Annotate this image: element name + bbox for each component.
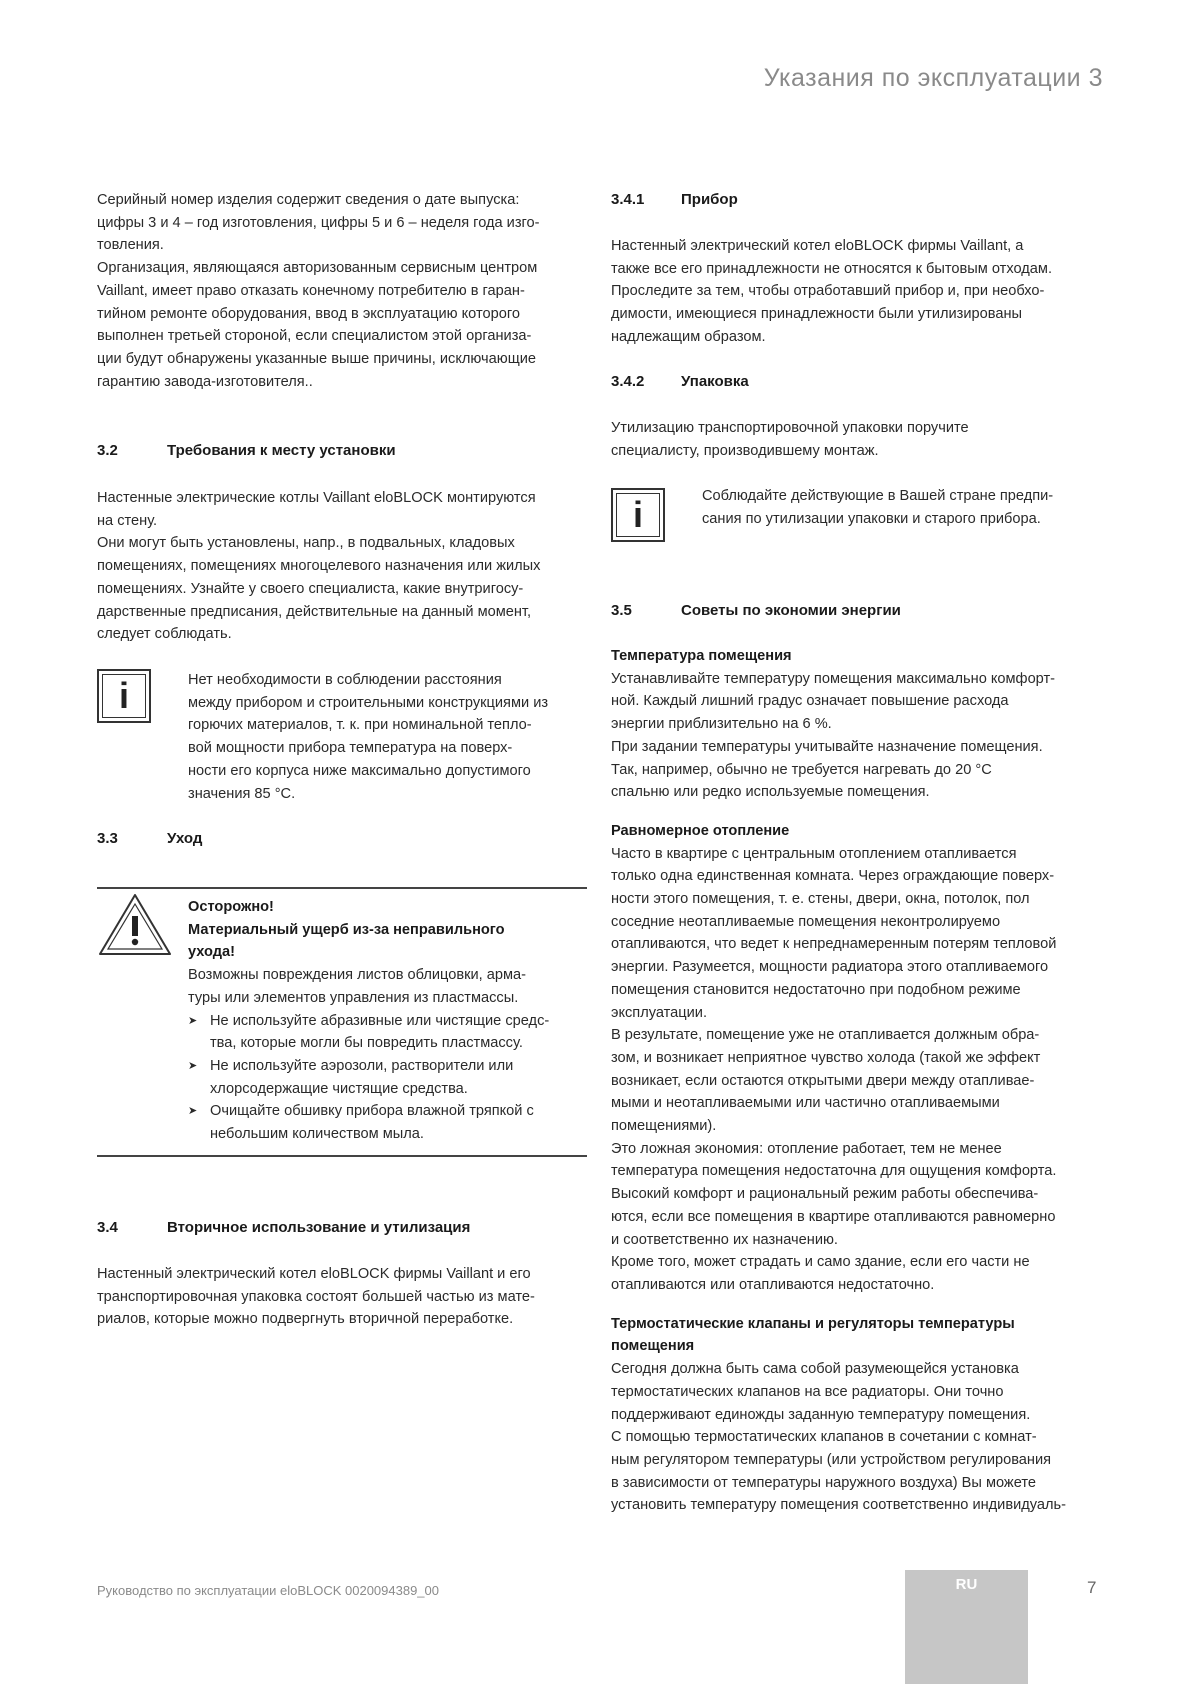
text-line: Нет необходимости в соблюдении расстояния	[188, 672, 502, 688]
section-title: Прибор	[681, 191, 738, 208]
text-line: Часто в квартире с центральным отоплением отапливается	[611, 845, 1017, 862]
text-line: только одна единственная комната. Через ограждающие поверх-	[611, 868, 1055, 885]
text-line: Кроме того, может страдать и само здание, если его части не	[611, 1254, 1030, 1271]
text-line: соседние неотапливаемые помещения неконтролируемо	[611, 913, 1001, 930]
section-3-2-heading	[97, 440, 587, 462]
text-line: С помощью термостатических клапанов в сочетании с комнат-	[611, 1429, 1037, 1446]
text-line: также все его принадлежности не относятся к бытовым отходам.	[611, 260, 1052, 277]
section-3-5-body	[611, 645, 1101, 1517]
text-line: Материальный ущерб из-за неправильного	[188, 921, 505, 938]
section-title: Советы по экономии энергии	[681, 602, 901, 619]
text-line: в зависимости от температуры наружного воздуха) Вы можете	[611, 1474, 1036, 1491]
text-line: эксплуатации.	[611, 1004, 707, 1021]
text-line: поддерживают единожды заданную температуру помещения.	[611, 1406, 1031, 1423]
text-line: Высокий комфорт и рациональный режим работы обеспечива-	[611, 1186, 1039, 1203]
text-line: ются, если все помещения в квартире отапливаются равномерно	[611, 1208, 1056, 1225]
text-line: ➤ Не используйте абразивные или чистящие средс-	[210, 1012, 550, 1029]
text-line: ным регулятором температуры (или устройством регулирования	[611, 1451, 1052, 1468]
page-header-title: Указания по эксплуатации 3	[763, 64, 1103, 92]
info-icon	[97, 669, 151, 723]
text-line: Возможны повреждения листов облицовки, арма-	[188, 967, 526, 984]
section-3-4-1-heading	[611, 189, 1101, 211]
text-line: сания по утилизации упаковки и старого прибора.	[702, 510, 1041, 527]
text-line: установить температуру помещения соответственно индивидуаль-	[611, 1497, 1066, 1514]
info-note	[188, 669, 588, 805]
text-line: горючих материалов, т. к. при номинальной тепло-	[188, 717, 532, 734]
warning-subtitle	[188, 919, 588, 964]
text-line: Настенные электрические котлы Vaillant eloBLOCK монтируются	[97, 490, 536, 506]
text-line: энергии. Разумеется, мощности радиатора этого отапливаемого	[611, 959, 1049, 976]
section-3-4-heading	[97, 1217, 587, 1239]
section-3-4-body	[97, 1263, 587, 1331]
page-number: 7	[1087, 1578, 1097, 1597]
text-line: выполнен третьей стороной, если специалистом этой организа-	[97, 328, 532, 345]
section-3-3-heading	[97, 828, 587, 850]
text-line: товления.	[97, 237, 164, 254]
text-line: ной. Каждый лишний градус означает повышение расхода	[611, 693, 1009, 710]
text-line: Устанавливайте температуру помещения максимально комфорт-	[611, 670, 1056, 687]
thermostatic-valves-text	[611, 1358, 1101, 1517]
bullet-item	[188, 1100, 588, 1145]
bullet-item	[188, 1010, 588, 1055]
text-line: между прибором и строительными конструкциями из	[188, 694, 549, 711]
text-line: тва, которые могли бы повредить пластмассу.	[210, 1035, 523, 1052]
warning-content	[188, 896, 588, 1146]
text-line: отапливаются, что ведет к непреднамеренным потерям тепловой	[611, 936, 1057, 953]
text-line: Настенный электрический котел eloBLOCK фирмы Vaillant, а	[611, 238, 1024, 254]
text-line: Организация, являющаяся авторизованным сервисным центром	[97, 260, 538, 277]
info-icon	[611, 488, 665, 542]
text-line: мыми и неотапливаемыми или частично отапливаемыми	[611, 1095, 1000, 1112]
text-line: Vaillant, имеет право отказать конечному потребителю в гаран-	[97, 282, 525, 299]
text-line: помещениях, помещениях многоцелевого назначения или жилых	[97, 558, 541, 575]
warning-triangle-icon	[97, 892, 173, 958]
text-line: следует соблюдать.	[97, 626, 232, 643]
section-number: 3.3	[97, 830, 118, 847]
section-number: 3.2	[97, 442, 118, 459]
text-line: В результате, помещение уже не отапливается должным обра-	[611, 1027, 1040, 1044]
section-3-4-1-body	[611, 235, 1101, 349]
section-title: Вторичное использование и утилизация	[167, 1219, 471, 1236]
text-line: Соблюдайте действующие в Вашей стране предпи-	[702, 488, 1054, 504]
text-line: отапливаются или отапливаются недостаточно.	[611, 1276, 935, 1293]
text-line: Настенный электрический котел eloBLOCK фирмы Vaillant и его	[97, 1266, 531, 1282]
text-line: ➤ Не используйте аэрозоли, растворители или	[210, 1057, 514, 1074]
text-line: транспортировочная упаковка состоят большей частью из мате-	[97, 1288, 535, 1305]
text-line: значения 85 °C.	[188, 785, 296, 802]
text-line: ности его корпуса ниже максимально допустимого	[188, 762, 531, 779]
bullet-item	[188, 1055, 588, 1100]
info-glyph: i	[632, 494, 643, 535]
text-line: цифры 3 и 4 – год изготовления, цифры 5 и 6 – неделя года изго-	[97, 214, 540, 231]
text-line: и соответственно их назначению.	[611, 1231, 838, 1248]
text-line: на стену.	[97, 512, 158, 529]
warning-bullets	[188, 1010, 588, 1146]
text-line: помещения	[611, 1338, 695, 1355]
section-3-4-2-heading	[611, 371, 1101, 393]
text-line: помещения становится недостаточно при подобном режиме	[611, 981, 1021, 998]
text-line: Термостатические клапаны и регуляторы температуры	[611, 1315, 1015, 1332]
text-line: тийном ремонте оборудования, ввод в эксплуатацию которого	[97, 305, 520, 322]
section-title: Упаковка	[681, 373, 749, 390]
text-line: димости, имеющиеся принадлежности были утилизированы	[611, 306, 1022, 323]
subheading-thermostatic-valves	[611, 1313, 1101, 1358]
warning-top-rule	[97, 887, 587, 889]
section-title: Уход	[167, 830, 203, 847]
info-note	[702, 485, 1102, 530]
text-line: возникает, если остаются открытыми двери между отапливае-	[611, 1072, 1035, 1089]
text-line: ции будут обнаружены указанные выше причины, исключающие	[97, 350, 536, 367]
text-line: зом, и возникает неприятное чувство холода (такой же эффект	[611, 1049, 1041, 1066]
text-line: хлорсодержащие чистящие средства.	[210, 1080, 468, 1097]
text-line: ухода!	[188, 944, 236, 961]
text-line: Проследите за тем, чтобы отработавший прибор и, при необхо-	[611, 283, 1045, 300]
section-number: 3.4	[97, 1219, 118, 1236]
subheading-room-temperature: Температура помещения	[611, 648, 792, 664]
intro-paragraph	[97, 189, 587, 393]
uniform-heating-text	[611, 843, 1101, 1297]
text-line: помещениями).	[611, 1118, 717, 1135]
text-line: помещениях. Узнайте у своего специалиста, какие внутригосу-	[97, 580, 524, 597]
text-line: Они могут быть установлены, напр., в подвальных, кладовых	[97, 535, 515, 552]
text-line: надлежащим образом.	[611, 328, 766, 345]
text-line: термостатических клапанов на все радиаторы. Они точно	[611, 1383, 1004, 1400]
text-line: Это ложная экономия: отопление работает, тем не менее	[611, 1140, 1002, 1157]
section-number: 3.4.2	[611, 373, 645, 390]
section-number: 3.4.1	[611, 191, 645, 208]
language-tab: RU	[905, 1570, 1028, 1684]
text-line: температура помещения недостаточна для ощущения комфорта.	[611, 1163, 1057, 1180]
text-line: Серийный номер изделия содержит сведения о дате выпуска:	[97, 192, 520, 208]
text-line: вой мощности прибора температура на поверх-	[188, 740, 513, 757]
text-line: специалисту, производившему монтаж.	[611, 442, 879, 459]
info-glyph: i	[118, 675, 129, 716]
warning-bottom-rule	[97, 1155, 587, 1157]
text-line: ➤ Очищайте обшивку прибора влажной тряпкой с	[210, 1103, 534, 1120]
room-temperature-text	[611, 668, 1101, 804]
text-line: Так, например, обычно не требуется нагревать до 20 °C	[611, 761, 992, 778]
footer-document-name: Руководство по эксплуатации eloBLOCK 0020094389_00	[97, 1583, 439, 1598]
section-number: 3.5	[611, 602, 632, 619]
text-line: При задании температуры учитывайте назначение помещения.	[611, 738, 1043, 755]
section-3-5-heading	[611, 600, 1101, 622]
text-line: энергии приблизительно на 6 %.	[611, 716, 832, 733]
warning-body	[188, 964, 588, 1009]
text-line: гарантию завода-изготовителя..	[97, 373, 313, 390]
subheading-uniform-heating: Равномерное отопление	[611, 822, 790, 839]
section-3-4-2-body	[611, 417, 1101, 462]
text-line: Утилизацию транспортировочной упаковки поручите	[611, 420, 969, 436]
warning-title: Осторожно!	[188, 899, 274, 915]
text-line: ности этого помещения, т. е. стены, двери, окна, потолок, пол	[611, 891, 1030, 908]
text-line: Сегодня должна быть сама собой разумеющейся установка	[611, 1361, 1019, 1378]
text-line: небольшим количеством мыла.	[210, 1126, 424, 1143]
text-line: риалов, которые можно подвергнуть вторичной переработке.	[97, 1311, 514, 1328]
section-title: Требования к месту установки	[167, 442, 396, 459]
text-line: дарственные предписания, действительные на данный момент,	[97, 603, 532, 620]
text-line: туры или элементов управления из пластмассы.	[188, 989, 519, 1006]
section-3-2-body	[97, 487, 587, 646]
text-line: спальню или редко используемые помещения.	[611, 784, 930, 801]
